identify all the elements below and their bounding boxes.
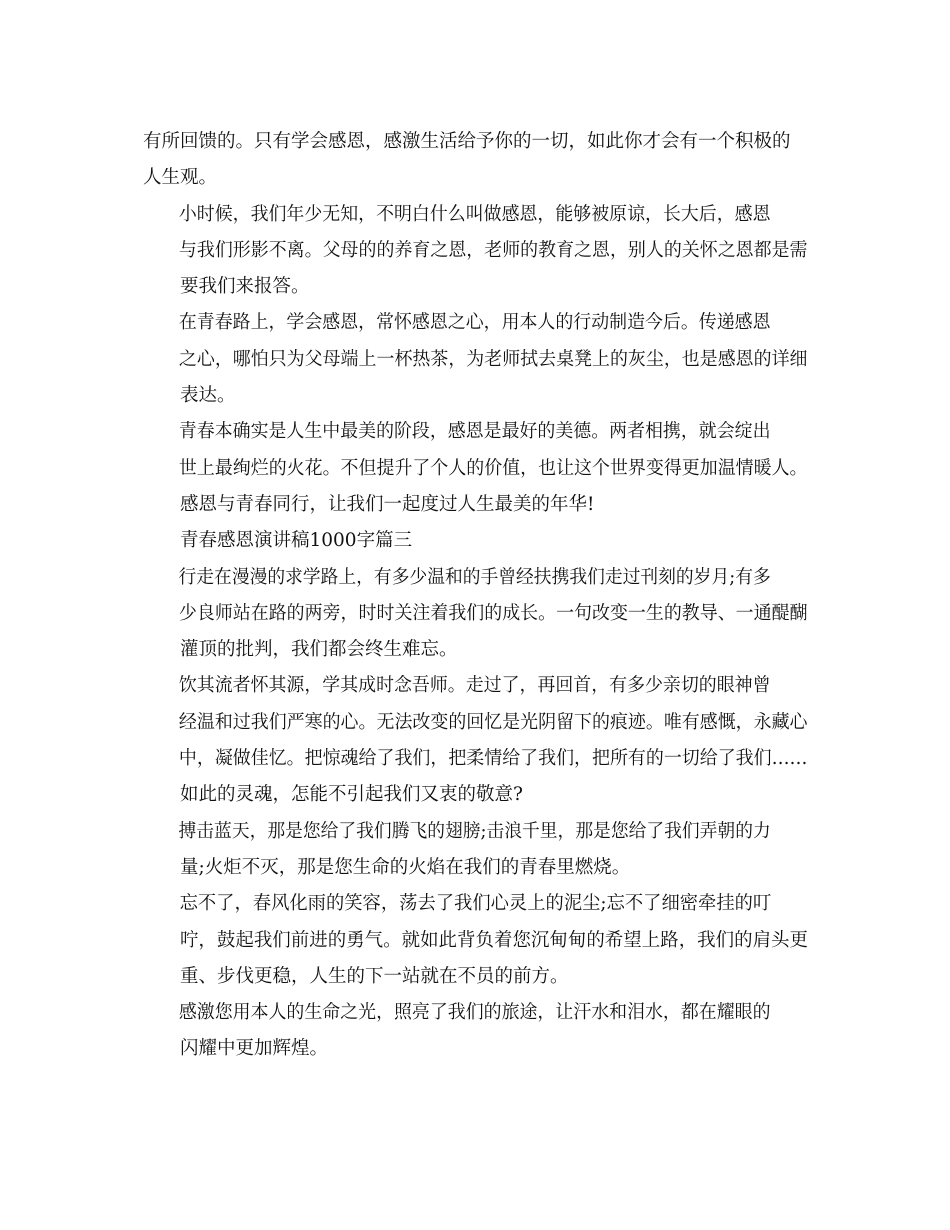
text-line: 感恩与青春同行，让我们一起度过人生最美的年华! (180, 493, 595, 515)
paragraph (143, 124, 808, 197)
text-line: 闪耀中更加辉煌。 (180, 1038, 329, 1060)
paragraph (143, 560, 808, 669)
text-line: 饮其流者怀其源，学其成时念吾师。走过了，再回首，有多少亲切的眼神曾 (178, 675, 771, 697)
text-line: 人生观。 (143, 167, 218, 189)
paragraph (143, 414, 808, 487)
paragraph (143, 523, 808, 559)
text-line: 世上最绚烂的火花。不但提升了个人的价值，也让这个世界变得更加温情暖人。 (178, 457, 808, 479)
text-line: 感激您用本人的生命之光，照亮了我们的旅途，让汗水和泪水，都在耀眼的 (178, 1002, 771, 1024)
text-line: 表达。 (180, 385, 236, 407)
text-line: 重、步伐更稳，人生的下一站就在不员的前方。 (180, 965, 569, 987)
text-line: 与我们形影不离。父母的的养育之恩，老师的教育之恩，别人的关怀之恩都是需 (178, 239, 808, 261)
paragraph (143, 814, 808, 887)
text-line: 有所回馈的。只有学会感恩，感激生活给予你的一切，如此你才会有一个积极的 (143, 131, 791, 152)
text-line: 经温和过我们严寒的心。无法改变的回忆是光阴留下的痕迹。唯有感慨，永藏心 (178, 711, 808, 733)
paragraph (143, 197, 808, 306)
paragraph (143, 668, 808, 813)
text-line: 青春本确实是人生中最美的阶段，感恩是最好的美德。两者相携，就会绽出 (178, 421, 771, 443)
document-body (143, 124, 808, 1068)
text-line: 咛，鼓起我们前进的勇气。就如此背负着您沉甸甸的希望上路，我们的肩头更 (179, 929, 809, 951)
text-line: 小时候，我们年少无知，不明白什么叫做感恩，能够被原谅，长大后，感恩 (178, 203, 771, 225)
paragraph (143, 886, 808, 995)
paragraph (143, 995, 808, 1068)
text-line: 要我们来报答。 (180, 276, 310, 298)
text-line: 如此的灵魂，怎能不引起我们又衷的敬意? (180, 784, 523, 806)
text-line: 忘不了，春风化雨的笑容，荡去了我们心灵上的泥尘;忘不了细密牵挂的叮 (179, 893, 772, 915)
text-line: 灌顶的批判，我们都会终生难忘。 (180, 639, 458, 661)
text-line: 青春感恩演讲稿1000字篇三 (180, 530, 413, 552)
text-line: 量;火炬不灭，那是您生命的火焰在我们的青春里燃烧。 (180, 856, 631, 878)
text-line: 行走在漫漫的求学路上，有多少温和的手曾经扶携我们走过刊刻的岁月;有多 (178, 566, 771, 588)
text-line: 在青春路上，学会感恩，常怀感恩之心，用本人的行动制造今后。传递感恩 (178, 312, 771, 334)
text-line: 之心，哪怕只为父母端上一杯热茶，为老师拭去桌凳上的灰尘，也是感恩的详细 (178, 348, 808, 370)
paragraph (143, 305, 808, 414)
text-line: 搏击蓝天，那是您给了我们腾飞的翅膀;击浪千里，那是您给了我们弄朝的力 (178, 820, 771, 842)
text-line: 少良师站在路的两旁，时时关注着我们的成长。一句改变一生的教导、一通醍醐 (178, 602, 808, 624)
paragraph (143, 487, 808, 523)
text-line: 中，凝做佳忆。把惊魂给了我们，把柔情给了我们，把所有的一切给了我们…… (178, 748, 808, 770)
